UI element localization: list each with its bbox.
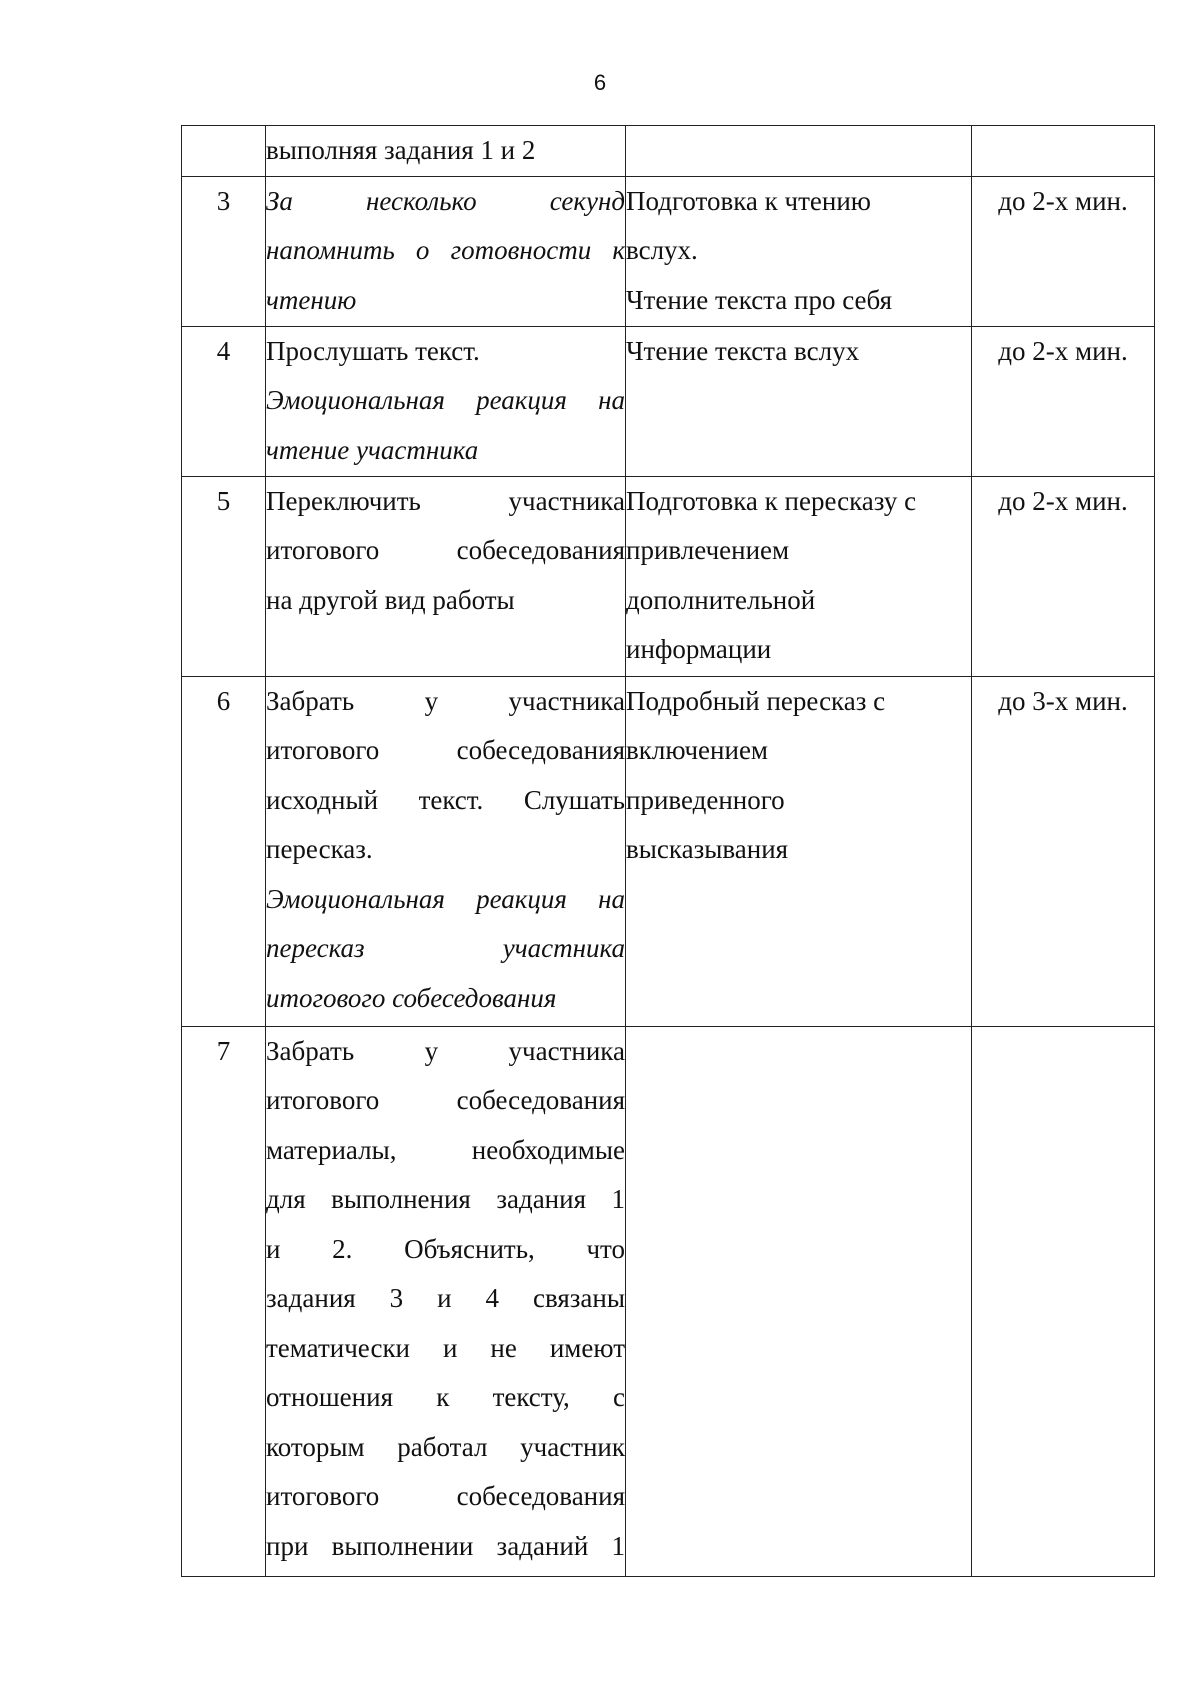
table-row	[182, 326, 1155, 476]
activity-cell	[626, 176, 972, 326]
table-row	[182, 176, 1155, 326]
activity-text-line: дополнительной	[626, 584, 816, 615]
activity-cell	[626, 126, 972, 177]
schedule-table-body	[182, 126, 1155, 1577]
action-text-line: отношения к тексту, с	[266, 1382, 625, 1412]
row-number-cell	[182, 126, 266, 177]
activity-text-line: высказывания	[626, 834, 789, 864]
action-text-line: задания 3 и 4 связаны	[266, 1283, 625, 1313]
action-text-line: Прослушать текст.	[266, 335, 480, 366]
activity-text-line: вслух.	[626, 235, 698, 265]
schedule-table	[181, 125, 1155, 1577]
action-text-line: Переключить участника	[266, 485, 625, 516]
activity-text-line: информации	[626, 634, 772, 664]
time-cell: до 2-х мин.	[972, 326, 1155, 476]
row-number-cell: 5	[182, 476, 266, 676]
time-cell	[972, 1026, 1155, 1576]
action-text-line: Забрать у участника	[266, 1035, 625, 1066]
activity-cell	[626, 1026, 972, 1576]
action-text-line: и 2. Объяснить, что	[266, 1233, 625, 1264]
action-text-line: итогового собеседования	[266, 982, 557, 1013]
time-cell	[972, 126, 1155, 177]
row-number-cell: 4	[182, 326, 266, 476]
activity-text-line: Чтение текста про себя	[626, 284, 893, 315]
table-row	[182, 126, 1155, 177]
row-number-cell: 3	[182, 176, 266, 326]
action-text-line: чтению	[266, 284, 357, 315]
activity-cell	[626, 676, 972, 1026]
action-cell	[266, 676, 626, 1026]
table-row	[182, 476, 1155, 676]
table-row	[182, 676, 1155, 1026]
action-text-line: пересказ.	[266, 834, 373, 864]
action-cell	[266, 476, 626, 676]
action-text-line: Забрать у участника	[266, 685, 625, 716]
action-text-line: итогового собеседования	[266, 735, 625, 765]
action-cell	[266, 1026, 626, 1576]
activity-text-line: приведенного	[626, 784, 785, 815]
activity-text-line: Подготовка к чтению	[626, 185, 871, 216]
row-number-cell: 7	[182, 1026, 266, 1576]
activity-text-line: включением	[626, 735, 769, 765]
action-text-line: на другой вид работы	[266, 584, 515, 615]
activity-text-line: Чтение текста вслух	[626, 335, 860, 366]
action-cell	[266, 326, 626, 476]
activity-text-line: Подробный пересказ с	[626, 685, 886, 716]
time-cell: до 3-х мин.	[972, 676, 1155, 1026]
action-text-line: при выполнении заданий 1	[266, 1530, 625, 1561]
activity-cell	[626, 326, 972, 476]
action-text-line: итогового собеседования	[266, 1085, 625, 1115]
action-text-line: напомнить о готовности к	[266, 235, 625, 265]
action-text-line: для выполнения задания 1	[266, 1184, 625, 1214]
time-cell: до 2-х мин.	[972, 476, 1155, 676]
action-cell	[266, 176, 626, 326]
action-text-line: Эмоциональная реакция на	[266, 385, 625, 415]
activity-text-line: Подготовка к пересказу с	[626, 485, 917, 516]
action-text-line: которым работал участник	[266, 1431, 625, 1462]
action-text-line: За несколько секунд	[266, 185, 625, 216]
activity-cell	[626, 476, 972, 676]
row-number-cell: 6	[182, 676, 266, 1026]
action-cell	[266, 126, 626, 177]
action-text-line: пересказ участника	[266, 933, 625, 963]
action-text-line: выполняя задания 1 и 2	[266, 135, 536, 165]
time-cell: до 2-х мин.	[972, 176, 1155, 326]
action-text-line: исходный текст. Слушать	[266, 784, 625, 815]
action-text-line: итогового собеседования	[266, 1481, 625, 1511]
page-number: 6	[593, 70, 607, 95]
action-text-line: материалы, необходимые	[266, 1134, 625, 1165]
action-text-line: Эмоциональная реакция на	[266, 883, 625, 914]
action-text-line: тематически и не имеют	[266, 1332, 625, 1363]
table-row	[182, 1026, 1155, 1576]
activity-text-line: привлечением	[626, 535, 790, 565]
action-text-line: чтение участника	[266, 434, 479, 465]
action-text-line: итогового собеседования	[266, 535, 625, 565]
